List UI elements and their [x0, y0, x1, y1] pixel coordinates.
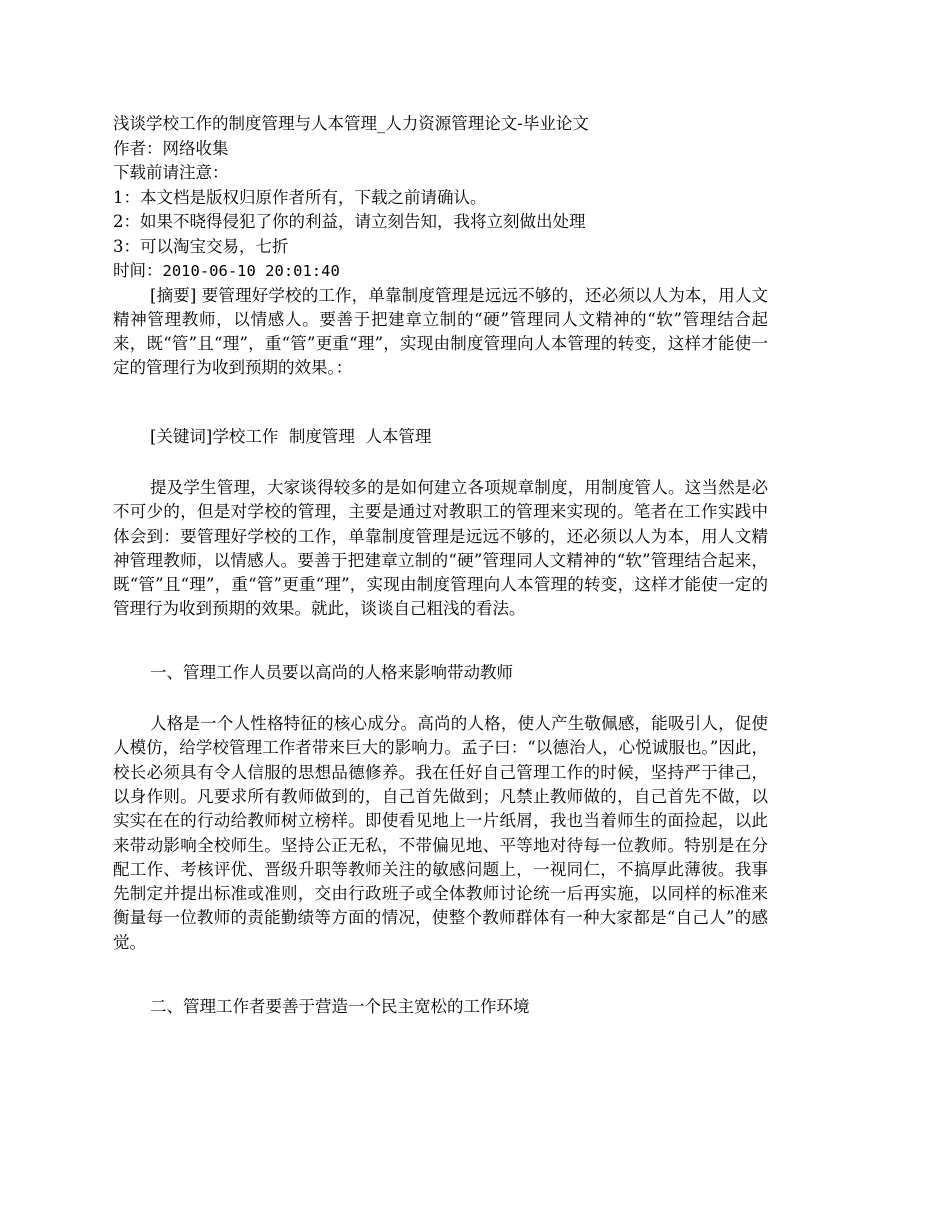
- notice-item: 3：可以淘宝交易，七折: [113, 236, 289, 256]
- document-author: 作者：网络收集: [113, 138, 229, 158]
- document-title: 浅谈学校工作的制度管理与人本管理_人力资源管理论文-毕业论文: [113, 114, 589, 133]
- notice-item: 1：本文档是版权归原作者所有，下载之前请确认。: [113, 187, 487, 207]
- abstract-paragraph: [摘要] 要管理好学校的工作，单靠制度管理是远远不够的，还必须以人为本，用人文精神管理教师，以情感人。要善于把建章立制的“硬”管理同人文精神的“软”管理结合起来，既“管”且“理”，重“管”更重“理”，实现由制度管理向人本管理的转变，这样才能使一定的管理行为收到预期的效果。：: [113, 285, 768, 378]
- spacer: [113, 685, 768, 712]
- keywords-line: [关键词]学校工作 制度管理 人本管理: [150, 426, 432, 446]
- section-1-paragraph: 人格是一个人性格特征的核心成分。高尚的人格，使人产生敬佩感，能吸引人，促使人模仿，给学校管理工作者带来巨大的影响力。孟子曰：“以德治人，心悦诚服也。”因此，校长必须具有令人信服的思想品德修养。我在任好自己管理工作的时候，坚持严于律己，以身作则。凡要求所有教师做到的，自己首先做到；凡禁止教师做的，自己首先不做，以实实在在的行动给教师树立榜样。即使看见地上一片纸屑，我也当着师生的面捡起，以此来带动影响全校师生。坚持公正无私，不带偏见地、平等地对待每一位教师。特别是在分配工作、考核评优、晋级升职等教师关注的敏感问题上，一视同仁，不搞厚此薄彼。我事先制定并提出标准或准则，交由行政班子或全体教师讨论统一后再实施，以同样的标准来衡量每一位教师的责能勤绩等方面的情况，使整个教师群体有一种大家都是“自己人”的感觉。: [113, 714, 768, 952]
- time-value: 2010-06-10 20:01:40: [162, 262, 340, 280]
- intro-paragraph: 提及学生管理，大家谈得较多的是如何建立各项规章制度，用制度管人。这当然是必不可少的，但是对学校的管理，主要是通过对教职工的管理来实现的。笔者在工作实践中体会到：要管理好学校的工作，单靠制度管理是远远不够的，还必须以人为本，用人文精神管理教师，以情感人。要善于把建章立制的“硬”管理同人文精神的“软”管理结合起来，既“管”且“理”，重“管”更重“理”，实现由制度管理向人本管理的转变，这样才能使一定的管理行为收到预期的效果。就此，谈谈自己粗浅的看法。: [113, 477, 768, 619]
- timestamp-line: [113, 259, 768, 284]
- spacer: [113, 381, 768, 425]
- notice-item: 2：如果不晓得侵犯了你的利益，请立刻告知，我将立刻做出处理: [113, 212, 586, 231]
- time-label: 时间：: [113, 261, 163, 280]
- spacer: [113, 955, 768, 995]
- section-heading-1: 一、管理工作人员要以高尚的人格来影响带动教师: [150, 662, 513, 682]
- document-page: [113, 112, 768, 1019]
- spacer: [113, 449, 768, 476]
- section-heading-2: 二、管理工作者要善于营造一个民主宽松的工作环境: [150, 997, 530, 1017]
- spacer: [113, 622, 768, 661]
- notice-heading: 下载前请注意：: [113, 163, 229, 182]
